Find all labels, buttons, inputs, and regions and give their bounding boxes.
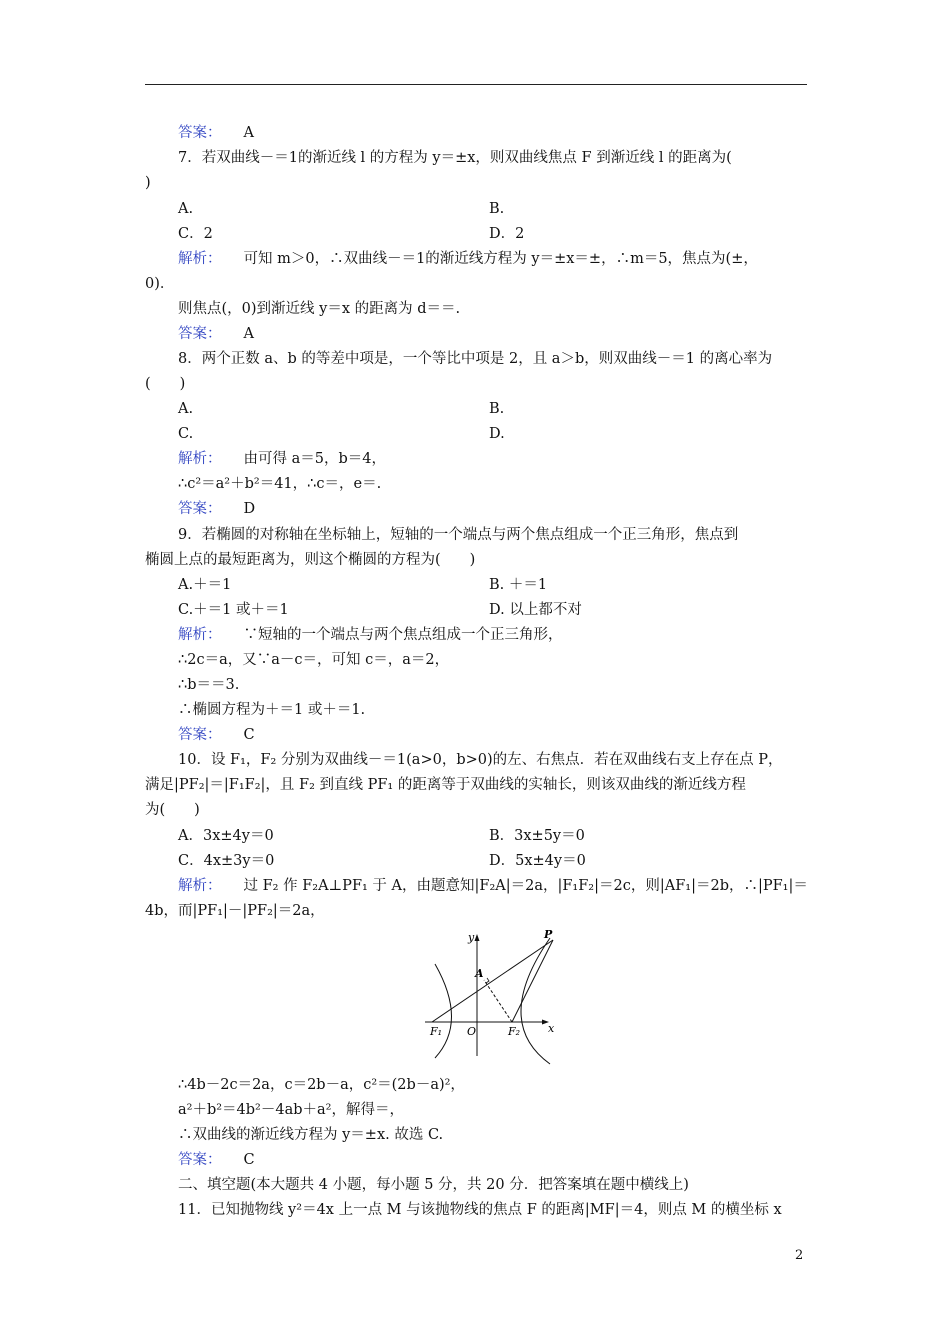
analysis-7-cont: 0)． [145, 276, 175, 292]
analysis-10-cont: 4b，而|PF₁|－|PF₂|＝2a， [145, 903, 325, 919]
option-9c: C.＋＝1 或＋＝1 [178, 602, 289, 618]
question-10-stem-cont2: 为( ) [145, 802, 200, 818]
option-10d: D．5x±4y＝0 [489, 853, 586, 869]
option-10b: B．3x±5y＝0 [489, 828, 585, 844]
answer-7: 答案： A [178, 326, 254, 342]
question-8-stem-cont: ( ) [145, 376, 186, 392]
right-branch [521, 938, 550, 1064]
question-9-stem-cont: 椭圆上点的最短距离为，则这个椭圆的方程为( ) [145, 552, 476, 568]
analysis-7: 解析： 可知 m＞0，∴双曲线－＝1的渐近线方程为 y＝±x＝±，∴m＝5，焦点为(±， [178, 251, 758, 267]
origin-label: O [467, 1025, 477, 1038]
answer-9: 答案： C [178, 727, 255, 743]
y-axis-arrow [475, 934, 480, 941]
analysis-8: 解析： 由可得 a＝5，b＝4， [178, 451, 386, 467]
question-8-stem: 8．两个正数 a、b 的等差中项是，一个等比中项是 2，且 a＞b，则双曲线－＝1 的离心率为 [178, 351, 773, 367]
point-f1-label: F₁ [430, 1025, 443, 1038]
segment-f2a-dashed [484, 980, 512, 1022]
question-7-stem-cont: ) [145, 175, 151, 191]
segment-pf1 [432, 940, 553, 1022]
analysis-9: 解析： ∵短轴的一个端点与两个焦点组成一个正三角形， [178, 627, 563, 643]
analysis-8-line2: ∴c²＝a²＋b²＝41，∴c＝，e＝. [178, 476, 382, 492]
option-9a: A.＋＝1 [178, 577, 232, 593]
section-2-heading: 二、填空题(本大题共 4 小题，每小题 5 分，共 20 分．把答案填在题中横线上) [178, 1177, 689, 1193]
option-10a: A．3x±4y＝0 [178, 828, 274, 844]
option-7c: C．2 [178, 226, 213, 242]
option-9b: B. ＋＝1 [489, 577, 548, 593]
analysis-7-line3: 则焦点(，0)到渐近线 y＝x 的距离为 d＝＝. [178, 301, 461, 317]
analysis-9-line2: ∴2c＝a，又∵a－c＝，可知 c＝，a＝2， [178, 652, 450, 668]
question-10-stem-cont: 满足|PF₂|＝|F₁F₂|，且 F₂ 到直线 PF₁ 的距离等于双曲线的实轴长，则该双曲线的渐近线方程 [145, 777, 746, 793]
point-p-label: P [544, 928, 553, 941]
option-7d: D．2 [489, 226, 525, 242]
hyperbola-figure [420, 926, 570, 1066]
analysis-9-line3: ∴b＝＝3. [178, 677, 240, 693]
analysis-10-line3: ∴4b－2c＝2a，c＝2b－a，c²＝(2b－a)²， [178, 1077, 465, 1093]
page-number: 2 [795, 1248, 804, 1263]
question-9-stem: 9．若椭圆的对称轴在坐标轴上，短轴的一个端点与两个焦点组成一个正三角形，焦点到 [178, 527, 739, 543]
option-8a: A. [178, 401, 194, 417]
answer-6: 答案： A [178, 125, 254, 141]
question-7-stem: 7．若双曲线－＝1的渐近线 l 的方程为 y＝±x，则双曲线焦点 F 到渐近线 l 的距离为( [178, 150, 732, 166]
analysis-10: 解析： 过 F₂ 作 F₂A⊥PF₁ 于 A，由题意知|F₂A|＝2a，|F₁F₂|＝2c，则|AF₁|＝2b，∴|PF₁|＝ [178, 878, 808, 894]
y-axis-label: y [468, 931, 475, 944]
analysis-10-line5: ∴双曲线的渐近线方程为 y＝±x. 故选 C. [178, 1127, 444, 1143]
point-a-label: A [475, 967, 484, 980]
question-11-stem: 11．已知抛物线 y²＝4x 上一点 M 与该抛物线的焦点 F 的距离|MF|＝4，则点 M 的横坐标 x [178, 1202, 782, 1218]
option-7b: B. [489, 201, 505, 217]
point-f2-label: F₂ [508, 1025, 521, 1038]
option-8c: C. [178, 426, 194, 442]
header-rule [145, 84, 807, 85]
option-7a: A. [178, 201, 194, 217]
x-axis-label: x [548, 1022, 555, 1035]
segment-pf2 [512, 940, 553, 1022]
option-8b: B. [489, 401, 505, 417]
answer-8: 答案： D [178, 501, 256, 517]
analysis-10-line4: a²＋b²＝4b²－4ab＋a²，解得＝， [178, 1102, 404, 1118]
answer-10: 答案： C [178, 1152, 255, 1168]
right-angle-mark [486, 978, 489, 983]
option-9d: D. 以上都不对 [489, 602, 582, 618]
option-10c: C．4x±3y＝0 [178, 853, 275, 869]
analysis-9-line4: ∴椭圆方程为＋＝1 或＋＝1. [178, 702, 366, 718]
question-10-stem: 10．设 F₁，F₂ 分别为双曲线－＝1(a>0，b>0)的左、右焦点．若在双曲线右支上存在点 P， [178, 752, 783, 768]
option-8d: D. [489, 426, 505, 442]
